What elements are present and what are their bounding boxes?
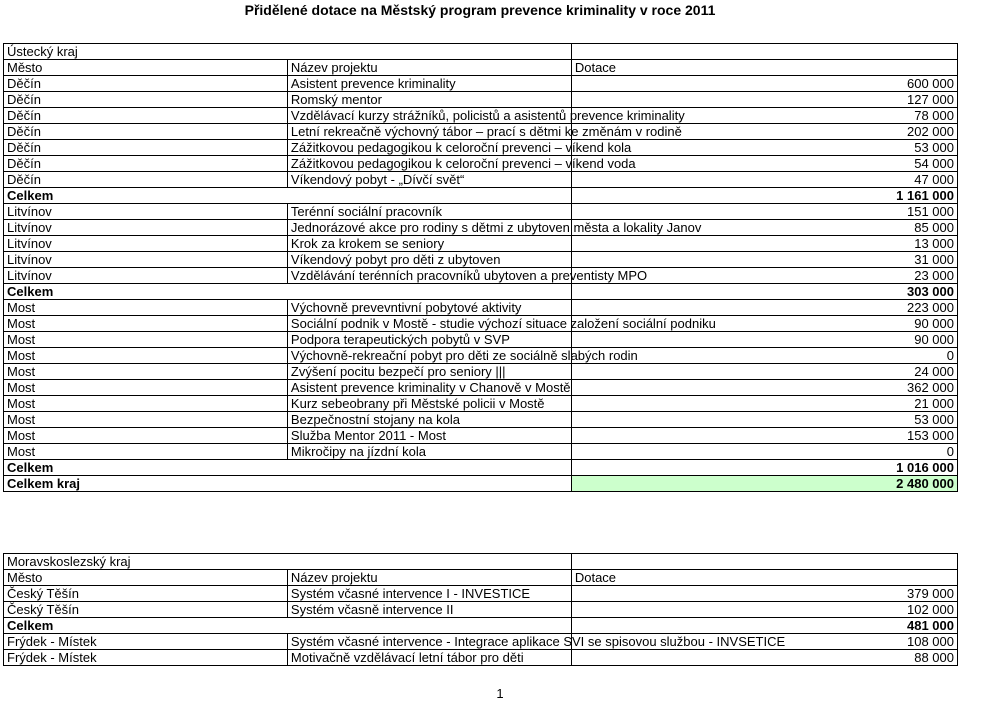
city-cell: Litvínov <box>4 220 288 236</box>
project-cell: Služba Mentor 2011 - Most <box>287 428 571 444</box>
region-total-label: Celkem kraj <box>4 476 572 492</box>
table-row <box>4 650 958 666</box>
amount-cell: 108 000 <box>571 634 957 650</box>
subtotal-amount: 303 000 <box>571 284 957 300</box>
project-cell: Systém včasně intervence II <box>287 602 571 618</box>
table-row <box>4 124 958 140</box>
city-cell: Most <box>4 332 288 348</box>
project-cell: Mikročipy na jízdní kola <box>287 444 571 460</box>
city-cell: Český Těšín <box>4 586 288 602</box>
amount-cell: 53 000 <box>571 140 957 156</box>
column-header-amount: Dotace <box>571 570 957 586</box>
region-total-row <box>4 476 958 492</box>
page-title: Přidělené dotace na Městský program prevence kriminality v roce 2011 <box>244 2 716 18</box>
table-row <box>4 332 958 348</box>
city-cell: Most <box>4 364 288 380</box>
region-empty-cell <box>571 44 957 60</box>
amount-cell: 379 000 <box>571 586 957 602</box>
project-cell: Krok za krokem se seniory <box>287 236 571 252</box>
amount-cell: 13 000 <box>571 236 957 252</box>
city-cell: Litvínov <box>4 252 288 268</box>
project-cell: Romský mentor <box>287 92 571 108</box>
amount-cell: 53 000 <box>571 412 957 428</box>
project-cell: Zážitkovou pedagogikou k celoroční prevenci – víkend kola <box>287 140 571 156</box>
table-row <box>4 396 958 412</box>
table-row <box>4 76 958 92</box>
subtotal-row <box>4 284 958 300</box>
table-row <box>4 602 958 618</box>
project-cell: Vzdělávací kurzy strážníků, policistů a asistentů prevence kriminality <box>287 108 571 124</box>
amount-cell: 127 000 <box>571 92 957 108</box>
city-cell: Litvínov <box>4 236 288 252</box>
table-row <box>4 108 958 124</box>
table-row <box>4 140 958 156</box>
city-cell: Most <box>4 380 288 396</box>
table-row <box>4 156 958 172</box>
amount-cell: 78 000 <box>571 108 957 124</box>
table-row <box>4 428 958 444</box>
subtotal-row <box>4 460 958 476</box>
project-cell: Asistent prevence kriminality <box>287 76 571 92</box>
amount-cell: 47 000 <box>571 172 957 188</box>
subtotal-row <box>4 188 958 204</box>
column-header-city: Město <box>4 60 288 76</box>
subtotal-amount: 1 016 000 <box>571 460 957 476</box>
amount-cell: 153 000 <box>571 428 957 444</box>
project-cell: Terénní sociální pracovník <box>287 204 571 220</box>
city-cell: Most <box>4 300 288 316</box>
city-cell: Most <box>4 428 288 444</box>
project-cell: Víkendový pobyt pro děti z ubytoven <box>287 252 571 268</box>
amount-cell: 362 000 <box>571 380 957 396</box>
project-cell: Výchovně-rekreační pobyt pro děti ze sociálně slabých rodin <box>287 348 571 364</box>
amount-cell: 31 000 <box>571 252 957 268</box>
city-cell: Litvínov <box>4 204 288 220</box>
project-cell: Sociální podnik v Mostě - studie výchozí situace založení sociální podniku <box>287 316 571 332</box>
subtotal-label: Celkem <box>4 618 572 634</box>
city-cell: Most <box>4 396 288 412</box>
city-cell: Most <box>4 412 288 428</box>
amount-cell: 21 000 <box>571 396 957 412</box>
project-cell: Vzdělávání terénních pracovníků ubytoven a preventisty MPO <box>287 268 571 284</box>
city-cell: Děčín <box>4 172 288 188</box>
city-cell: Most <box>4 444 288 460</box>
table-row <box>4 380 958 396</box>
subtotal-amount: 481 000 <box>571 618 957 634</box>
table-row <box>4 268 958 284</box>
table-row <box>4 364 958 380</box>
project-cell: Podpora terapeutických pobytů v SVP <box>287 332 571 348</box>
city-cell: Most <box>4 348 288 364</box>
table-row <box>4 300 958 316</box>
project-cell: Kurz sebeobrany při Městské policii v Mostě <box>287 396 571 412</box>
table-row <box>4 348 958 364</box>
page-number: 1 <box>496 686 504 701</box>
amount-cell: 85 000 <box>571 220 957 236</box>
region-name: Ústecký kraj <box>4 44 572 60</box>
amount-cell: 54 000 <box>571 156 957 172</box>
column-header-project: Název projektu <box>287 60 571 76</box>
city-cell: Děčín <box>4 140 288 156</box>
region-empty-cell <box>571 554 957 570</box>
city-cell: Děčín <box>4 156 288 172</box>
project-cell: Letní rekreačně výchovný tábor – prací s dětmi ke změnám v rodině <box>287 124 571 140</box>
subtotal-amount: 1 161 000 <box>571 188 957 204</box>
project-cell: Výchovně prevevntivní pobytové aktivity <box>287 300 571 316</box>
city-cell: Most <box>4 316 288 332</box>
table-row <box>4 204 958 220</box>
table-row <box>4 220 958 236</box>
column-header-row <box>4 570 958 586</box>
column-header-row <box>4 60 958 76</box>
amount-cell: 24 000 <box>571 364 957 380</box>
amount-cell: 90 000 <box>571 332 957 348</box>
table-row <box>4 236 958 252</box>
city-cell: Litvínov <box>4 268 288 284</box>
amount-cell: 102 000 <box>571 602 957 618</box>
region-table-moravskoslezsky <box>3 553 958 666</box>
project-cell: Jednorázové akce pro rodiny s dětmi z ubytoven města a lokality Janov <box>287 220 571 236</box>
table-row <box>4 444 958 460</box>
subtotal-label: Celkem <box>4 284 572 300</box>
amount-cell: 600 000 <box>571 76 957 92</box>
project-cell: Systém včasné intervence I - INVESTICE <box>287 586 571 602</box>
city-cell: Děčín <box>4 124 288 140</box>
project-cell: Motivačně vzdělávací letní tábor pro děti <box>287 650 571 666</box>
project-cell: Asistent prevence kriminality v Chanově v Mostě <box>287 380 571 396</box>
amount-cell: 90 000 <box>571 316 957 332</box>
project-cell: Zážitkovou pedagogikou k celoroční prevenci – víkend voda <box>287 156 571 172</box>
amount-cell: 23 000 <box>571 268 957 284</box>
city-cell: Frýdek - Místek <box>4 634 288 650</box>
table-row <box>4 316 958 332</box>
column-header-city: Město <box>4 570 288 586</box>
city-cell: Děčín <box>4 76 288 92</box>
city-cell: Děčín <box>4 92 288 108</box>
project-cell: Bezpečnostní stojany na kola <box>287 412 571 428</box>
amount-cell: 223 000 <box>571 300 957 316</box>
table-row <box>4 92 958 108</box>
column-header-project: Název projektu <box>287 570 571 586</box>
table-row <box>4 634 958 650</box>
table-row <box>4 412 958 428</box>
subtotal-label: Celkem <box>4 460 572 476</box>
city-cell: Český Těšín <box>4 602 288 618</box>
region-table-ustecky <box>3 43 958 492</box>
table-row <box>4 172 958 188</box>
table-row <box>4 586 958 602</box>
column-header-amount: Dotace <box>571 60 957 76</box>
amount-cell: 0 <box>571 348 957 364</box>
project-cell: Víkendový pobyt - „Dívčí svět“ <box>287 172 571 188</box>
amount-cell: 88 000 <box>571 650 957 666</box>
city-cell: Frýdek - Místek <box>4 650 288 666</box>
region-name: Moravskoslezský kraj <box>4 554 572 570</box>
amount-cell: 0 <box>571 444 957 460</box>
subtotal-label: Celkem <box>4 188 572 204</box>
project-cell: Systém včasné intervence - Integrace aplikace SVI se spisovou službou - INVSETICE <box>287 634 571 650</box>
region-row <box>4 554 958 570</box>
amount-cell: 151 000 <box>571 204 957 220</box>
amount-cell: 202 000 <box>571 124 957 140</box>
region-row <box>4 44 958 60</box>
subtotal-row <box>4 618 958 634</box>
project-cell: Zvýšení pocitu bezpečí pro seniory ||| <box>287 364 571 380</box>
region-total-amount: 2 480 000 <box>571 476 957 492</box>
city-cell: Děčín <box>4 108 288 124</box>
table-row <box>4 252 958 268</box>
